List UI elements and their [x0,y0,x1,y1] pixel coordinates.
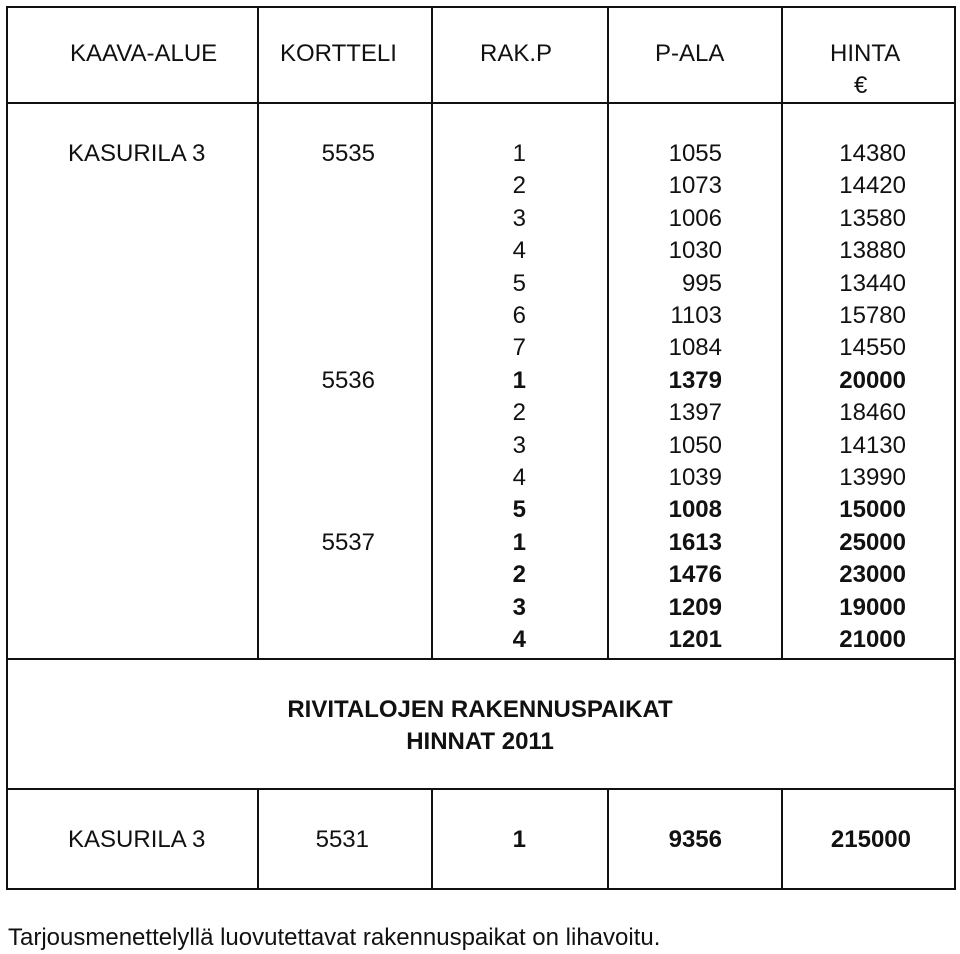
section-title-line1: RIVITALOJEN RAKENNUSPAIKAT [287,696,673,723]
hinta-cell: 15780 [839,302,906,329]
rak-cell: 4 [512,237,526,264]
header-p-ala: P-ALA [655,40,725,67]
hinta-cell: 14130 [839,432,906,459]
ala-cell: 1073 [668,172,722,199]
hinta-cell: 18460 [839,399,906,426]
rak-cell: 1 [512,140,526,167]
rak-cell: 5 [512,270,526,297]
rak-cell: 2 [512,172,526,199]
header-kaava-alue: KAAVA-ALUE [70,40,218,67]
row2-kaava-alue: KASURILA 3 [68,826,206,853]
col-divider-1 [257,6,259,660]
rak-cell: 4 [512,464,526,491]
rak-cell: 4 [512,626,526,653]
row2-hinta: 215000 [830,826,911,853]
hinta-cell: 13880 [839,237,906,264]
ala-cell: 1055 [668,140,722,167]
kortteli-cell: 5536 [321,367,375,394]
rak-cell: 6 [512,302,526,329]
rak-cell: 7 [512,334,526,361]
rak-cell: 3 [512,205,526,232]
rak-cell: 2 [512,399,526,426]
hinta-cell: 21000 [839,626,906,653]
table-border-right [954,6,956,890]
ala-cell: 1397 [668,399,722,426]
hinta-cell: 20000 [839,367,906,394]
hinta-cell: 14420 [839,172,906,199]
ala-cell: 1084 [668,334,722,361]
row2-kortteli: 5531 [315,826,369,853]
ala-cell: 1008 [668,496,722,523]
hinta-cell: 13580 [839,205,906,232]
section-divider [6,788,956,790]
kortteli-cell: 5537 [321,529,375,556]
row2-rak: 1 [512,826,526,853]
ala-cell: 1613 [668,529,722,556]
ala-cell: 1103 [670,302,722,329]
rak-cell: 1 [512,529,526,556]
section-title-line2: HINNAT 2011 [406,728,554,755]
header-hinta: HINTA [830,40,901,67]
ala-cell: 1379 [668,367,722,394]
ala-cell: 1209 [668,594,722,621]
ala-cell: 1050 [668,432,722,459]
hinta-cell: 25000 [839,529,906,556]
table-border-left [6,6,8,890]
header-currency: € [854,72,868,99]
ala-cell: 1039 [668,464,722,491]
ala-cell: 995 [681,270,722,297]
ala-cell: 1476 [668,561,722,588]
hinta-cell: 23000 [839,561,906,588]
hinta-cell: 19000 [839,594,906,621]
rak-cell: 1 [512,367,526,394]
hinta-cell: 15000 [839,496,906,523]
ala-cell: 1201 [668,626,722,653]
footnote: Tarjousmenettelyllä luovutettavat rakennuspaikat on lihavoitu. [8,924,661,951]
hinta-cell: 13440 [839,270,906,297]
hinta-cell: 14550 [839,334,906,361]
kortteli-cell: 5535 [321,140,375,167]
rak-cell: 2 [512,561,526,588]
ala-cell: 1006 [668,205,722,232]
rak-cell: 3 [512,594,526,621]
area-label: KASURILA 3 [68,140,206,167]
hinta-cell: 13990 [839,464,906,491]
rak-cell: 5 [512,496,526,523]
body-divider [6,658,956,660]
header-rak-p: RAK.P [480,40,553,67]
ala-cell: 1030 [668,237,722,264]
header-divider [6,102,956,104]
table-border-bottom [6,888,956,890]
rak-cell: 3 [512,432,526,459]
row2-ala: 9356 [668,826,722,853]
table-border-top [6,6,956,8]
header-kortteli: KORTTELI [280,40,397,67]
hinta-cell: 14380 [839,140,906,167]
